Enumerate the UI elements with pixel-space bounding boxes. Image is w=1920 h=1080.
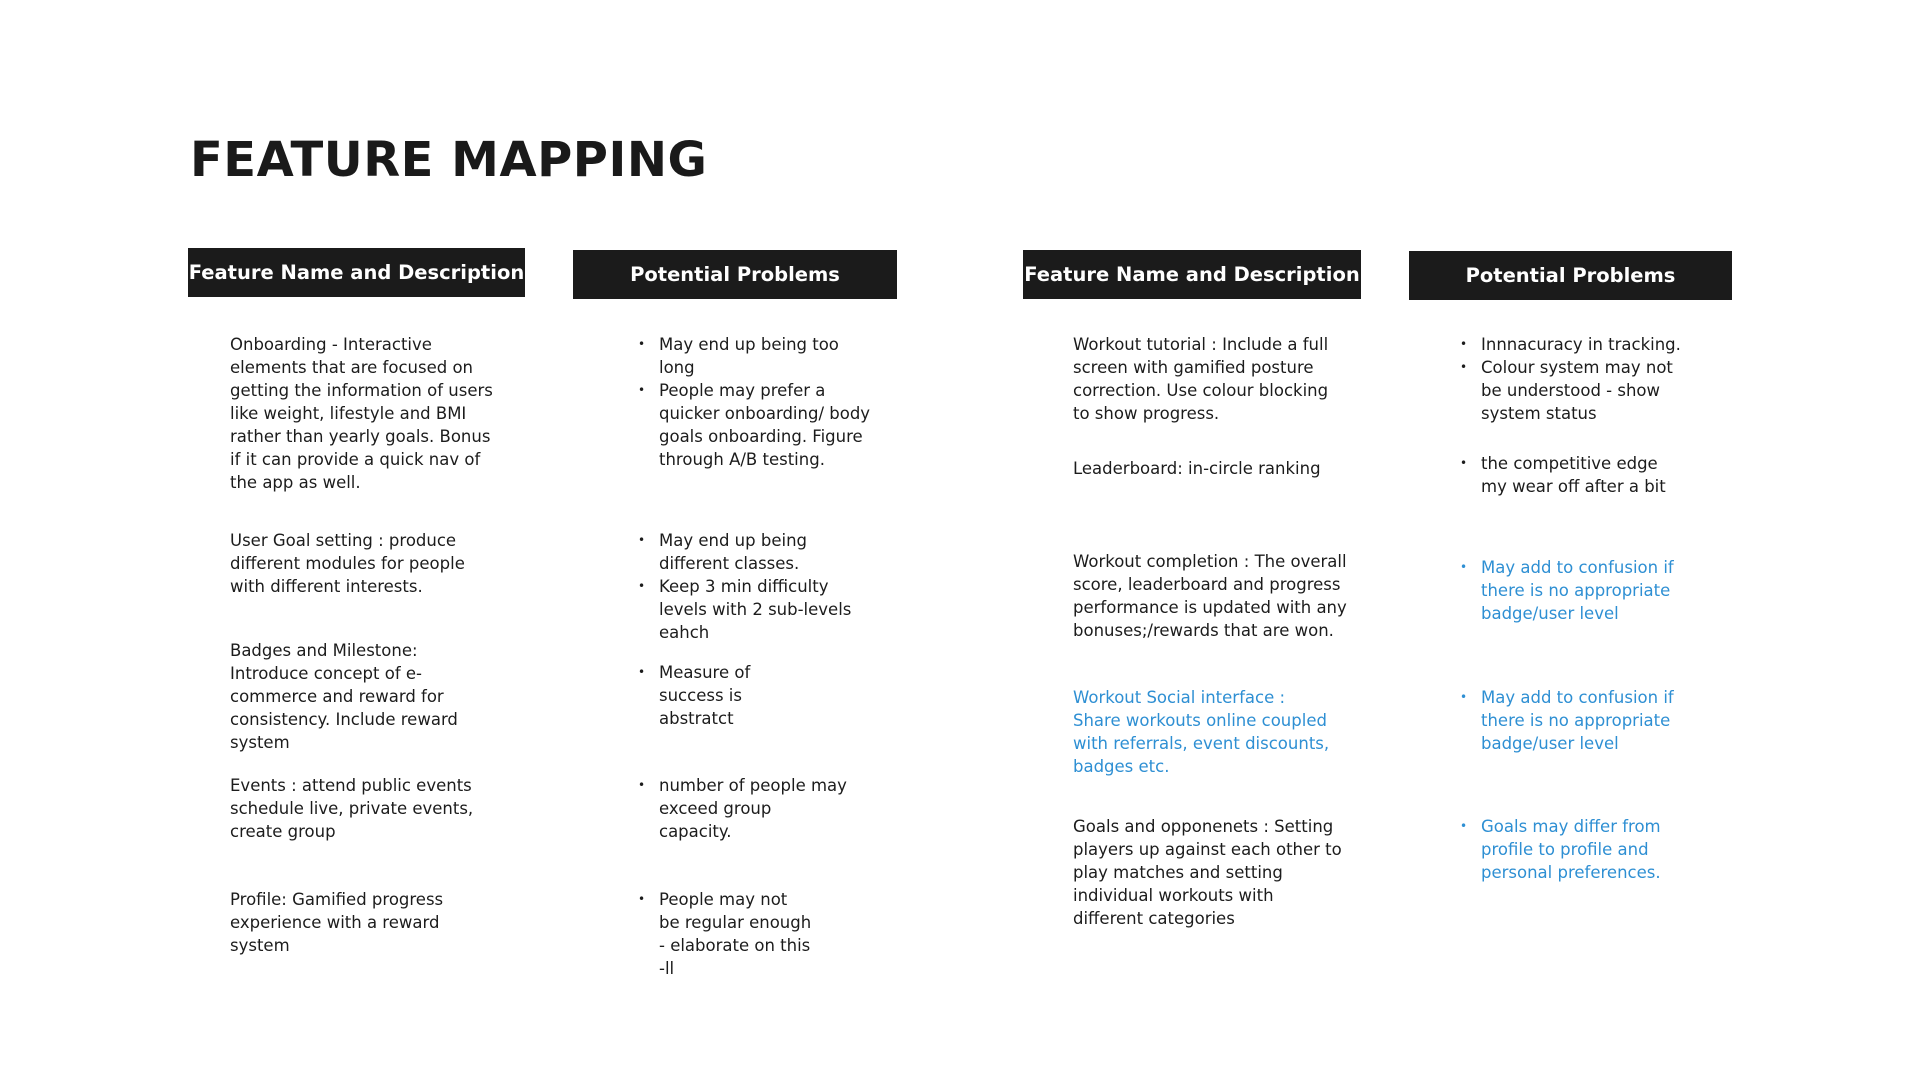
problems-user-goal-setting (638, 529, 868, 644)
feature-leaderboard: Leaderboard: in-circle ranking (1073, 459, 1321, 478)
problems-workout-social (1460, 686, 1685, 755)
problems-workout-tutorial (1460, 333, 1685, 425)
feature-onboarding: Onboarding - Interactive elements that are focused on getting the information of users like weight, lifestyle and BMI rather than yearly goals. Bonus if it can provide a quick nav of the app as well. (230, 335, 493, 492)
feature-workout-completion: Workout completion : The overall score, leaderboard and progress performance is updated with any bonuses;/rewards that are won. (1073, 552, 1347, 640)
feature-workout-social: Workout Social interface : Share workouts online coupled with referrals, event discounts, badges etc. (1073, 688, 1330, 776)
list-item: • Keep 3 min difficulty levels with 2 sub-levels eahch (638, 575, 868, 644)
list-item: • Colour system may not be understood - show system status (1460, 356, 1685, 425)
list-item: • May end up being different classes. (638, 529, 868, 575)
header-right-problems: Potential Problems (1409, 251, 1732, 300)
page-title: FEATURE MAPPING (190, 132, 708, 188)
feature-events: Events : attend public events schedule live, private events, create group (230, 776, 474, 841)
list-item: • the competitive edge my wear off after a bit (1460, 452, 1685, 498)
list-item: • May end up being too long (638, 333, 878, 379)
list-item: • Measure of success is abstratct (638, 661, 813, 730)
problems-events (638, 774, 848, 843)
header-left-feature: Feature Name and Description (188, 248, 525, 297)
list-item: • Innnacuracy in tracking. (1460, 333, 1685, 356)
list-item: • number of people may exceed group capacity. (638, 774, 848, 843)
problems-badges-milestone (638, 661, 813, 730)
problems-goals-opponents (1460, 815, 1700, 884)
feature-workout-tutorial: Workout tutorial : Include a full screen with gamified posture correction. Use colour blocking to show progress. (1073, 335, 1329, 423)
feature-badges-milestone: Badges and Milestone: Introduce concept of e-commerce and reward for consistency. Include reward system (230, 641, 458, 752)
problems-onboarding (638, 333, 878, 471)
feature-user-goal-setting: User Goal setting : produce different modules for people with different interests. (230, 531, 465, 596)
header-left-problems: Potential Problems (573, 250, 897, 299)
problems-leaderboard (1460, 452, 1685, 498)
list-item: • May add to confusion if there is no appropriate badge/user level (1460, 686, 1685, 755)
problems-profile (638, 888, 813, 980)
feature-goals-opponents: Goals and opponenets : Setting players up against each other to play matches and setting individual workouts with different categories (1073, 817, 1342, 928)
feature-profile: Profile: Gamified progress experience with a reward system (230, 890, 444, 955)
problems-workout-completion (1460, 556, 1685, 625)
header-right-feature: Feature Name and Description (1023, 250, 1361, 299)
list-item: • People may not be regular enough - elaborate on this -ll (638, 888, 813, 980)
list-item: • May add to confusion if there is no appropriate badge/user level (1460, 556, 1685, 625)
list-item: • Goals may differ from profile to profile and personal preferences. (1460, 815, 1700, 884)
list-item: • People may prefer a quicker onboarding/ body goals onboarding. Figure through A/B testing. (638, 379, 878, 471)
